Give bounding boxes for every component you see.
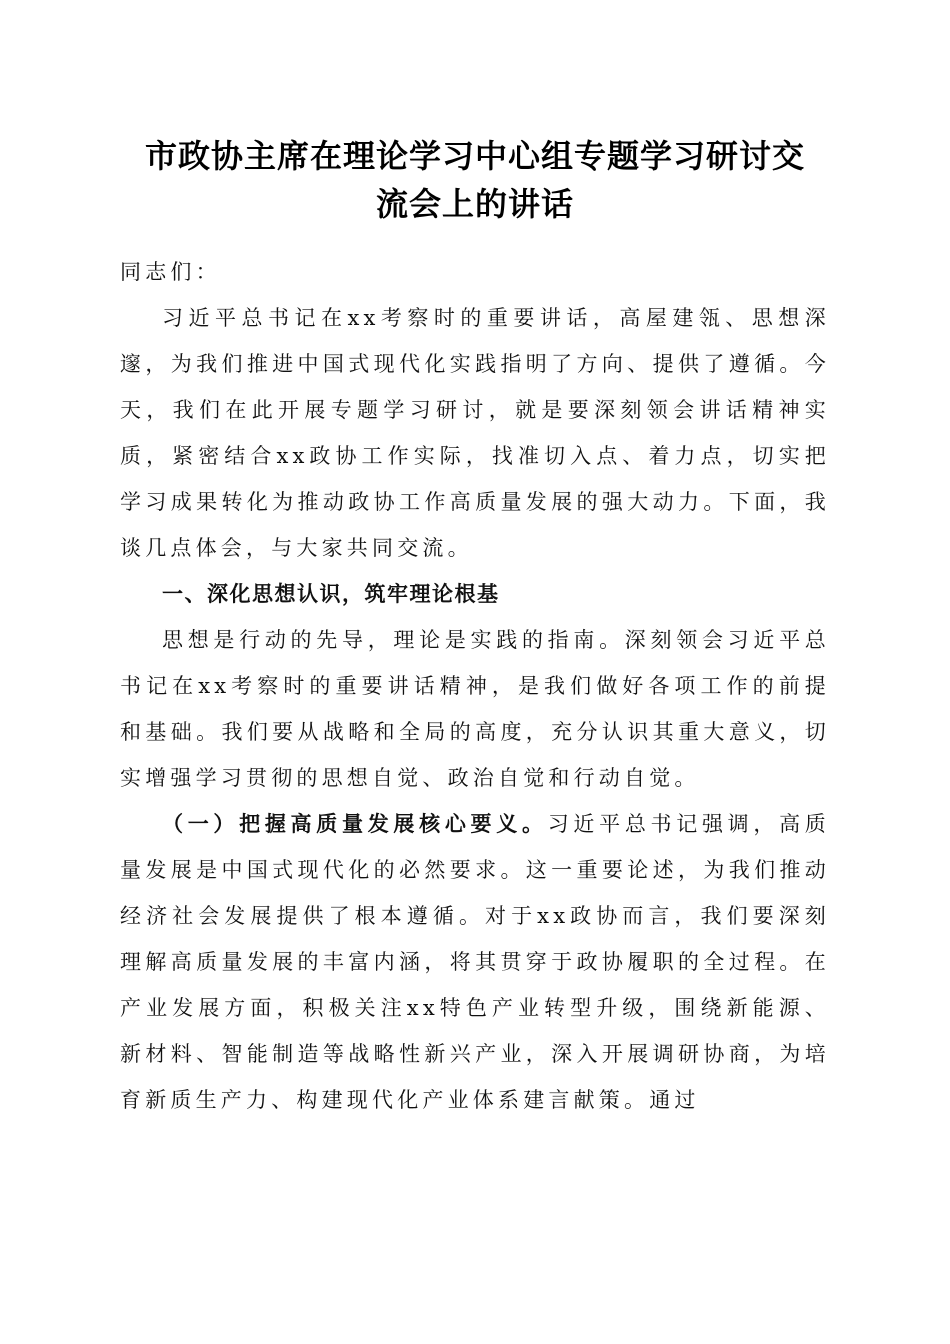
title-line-2: 流会上的讲话	[375, 185, 574, 223]
paragraph-intro: 习近平总书记在xx考察时的重要讲话，高屋建瓴、思想深邃，为我们推进中国式现代化实践指明了方向、提供了遵循。今天，我们在此开展专题学习研讨，就是要深刻领会讲话精神实质，紧密结合xx政协工作实际，找准切入点、着力点，切实把学习成果转化为推动政协工作高质量发展的强大动力。下面，我谈几点体会，与大家共同交流。	[120, 306, 830, 560]
section-heading-1: 一、深化思想认识，筑牢理论根基	[162, 582, 500, 606]
paragraph-subsection-1	[120, 801, 830, 1123]
title-line-1: 市政协主席在理论学习中心组专题学习研讨交	[144, 137, 805, 175]
salutation: 同志们：	[120, 260, 221, 284]
subsection-lead-1: （一）把握高质量发展核心要义。	[162, 811, 548, 836]
paragraph-section-1: 思想是行动的先导，理论是实践的指南。深刻领会习近平总书记在xx考察时的重要讲话精神，是我们做好各项工作的前提和基础。我们要从战略和全局的高度，充分认识其重大意义，切实增强学习贯彻的思想自觉、政治自觉和行动自觉。	[120, 628, 830, 790]
subsection-text-1: 习近平总书记强调，高质量发展是中国式现代化的必然要求。这一重要论述，为我们推动经济社会发展提供了根本遵循。对于xx政协而言，我们要深刻理解高质量发展的丰富内涵，将其贯穿于政协履职的全过程。在产业发展方面，积极关注xx特色产业转型升级，围绕新能源、新材料、智能制造等战略性新兴产业，深入开展调研协商，为培育新质生产力、构建现代化产业体系建言献策。通过	[120, 812, 831, 1112]
document-body	[120, 249, 830, 1123]
document-title	[110, 132, 840, 228]
